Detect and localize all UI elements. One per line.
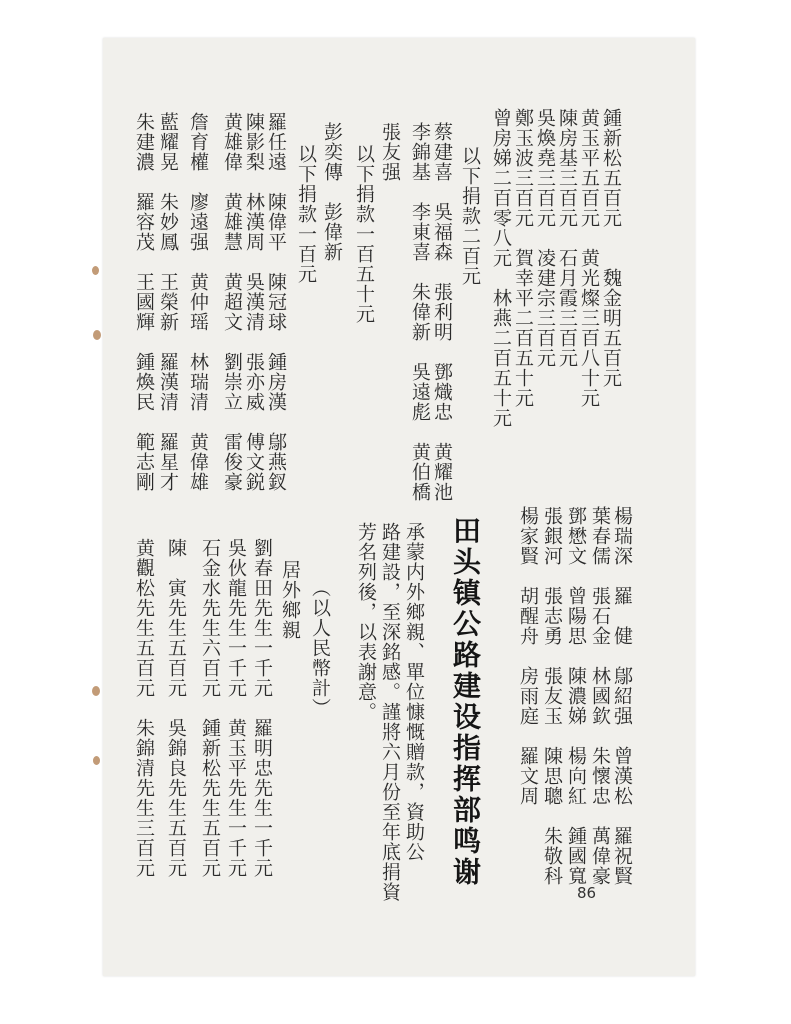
donor-column: 吳煥堯三百元 凌建宗三百元 bbox=[534, 108, 556, 368]
document-page bbox=[103, 38, 695, 976]
acknowledgement-text: 路建設，至深銘感。謹將六月份至年底捐資 bbox=[379, 522, 401, 902]
donor-column: 石金水先生六百元 鍾新松先生五百元 bbox=[199, 538, 221, 878]
donor-column: 陳 寅先生五百元 吳錦良先生五百元 bbox=[165, 538, 187, 878]
donor-column: 吳伙龍先生一千元 黄玉平先生一千元 bbox=[225, 538, 247, 878]
donor-column: 張銀河 張志勇 張友玉 陳思聰 朱敬科 bbox=[541, 506, 563, 886]
acknowledgement-text: 芳名列後，以表謝意。 bbox=[355, 522, 377, 722]
donor-column: 朱建濃 羅容茂 王國輝 鍾煥民 範志剛 bbox=[133, 112, 155, 492]
section-label: 以下捐款二百元 bbox=[459, 146, 481, 286]
donor-column: 黄玉平五百元 黄光燦三百八十元 bbox=[578, 108, 600, 408]
donor-column: 黄觀松先生五百元 朱錦清先生三百元 bbox=[133, 538, 155, 878]
currency-note: （以人民幣計） bbox=[309, 578, 331, 718]
page-heading: 田头镇公路建设指挥部鸣谢 bbox=[449, 516, 482, 888]
section-label: 居外鄉親 bbox=[279, 560, 301, 640]
stain-mark bbox=[93, 330, 101, 340]
acknowledgement-text: 承蒙内外鄉親、單位慷慨贈款，資助公 bbox=[403, 522, 425, 862]
stain-mark bbox=[92, 266, 99, 275]
donor-column: 張友强 bbox=[379, 122, 401, 182]
donor-column: 葉春儒 張石金 林國欽 朱懷忠 萬偉豪 bbox=[589, 506, 611, 886]
donor-column: 陳影梨 林漢周 吳漢清 張亦威 傅文鋭 bbox=[243, 112, 265, 492]
stain-mark bbox=[93, 756, 100, 765]
section-label: 以下捐款一百元 bbox=[295, 144, 317, 284]
donor-column: 鄧懋文 曾陽思 陳濃娣 楊向紅 鍾國寬 bbox=[565, 506, 587, 886]
donor-column: 鍾新松五百元 魏金明五百元 bbox=[600, 108, 622, 388]
stain-mark bbox=[92, 686, 100, 696]
section-label: 以下捐款一百五十元 bbox=[353, 144, 375, 324]
donor-column: 蔡建喜 吳福森 張利明 鄧熾忠 黄耀池 bbox=[431, 122, 453, 502]
donor-column: 鄭玉波三百元 賀幸平二百五十元 bbox=[512, 108, 534, 408]
donor-column: 詹育權 廖遠强 黄仲瑶 林瑞清 黄偉雄 bbox=[187, 112, 209, 492]
donor-column: 羅任遠 陳偉平 陳冠球 鍾房漢 鄔燕釵 bbox=[265, 112, 287, 492]
donor-column: 陳房基三百元 石月霞三百元 bbox=[556, 108, 578, 368]
donor-column: 劉春田先生一千元 羅明忠先生一千元 bbox=[251, 538, 273, 878]
donor-column: 李錦基 李東喜 朱偉新 吳遠彪 黄伯橋 bbox=[409, 122, 431, 502]
donor-column: 藍耀晃 朱妙鳳 王榮新 羅漢清 羅星才 bbox=[157, 112, 179, 492]
donor-column: 黄雄偉 黄雄慧 黄超文 劉崇立 雷俊豪 bbox=[221, 112, 243, 492]
page-number: 86 bbox=[577, 884, 597, 902]
donor-column: 楊家賢 胡醒舟 房雨庭 羅文周 bbox=[517, 506, 539, 806]
donor-column: 曾房娣二百零八元 林燕二百五十元 bbox=[490, 108, 512, 428]
donor-column: 彭奕傳 彭偉新 bbox=[321, 122, 343, 262]
donor-column: 楊瑞深 羅 健 鄔紹强 曾漢松 羅祝賢 bbox=[611, 506, 633, 886]
